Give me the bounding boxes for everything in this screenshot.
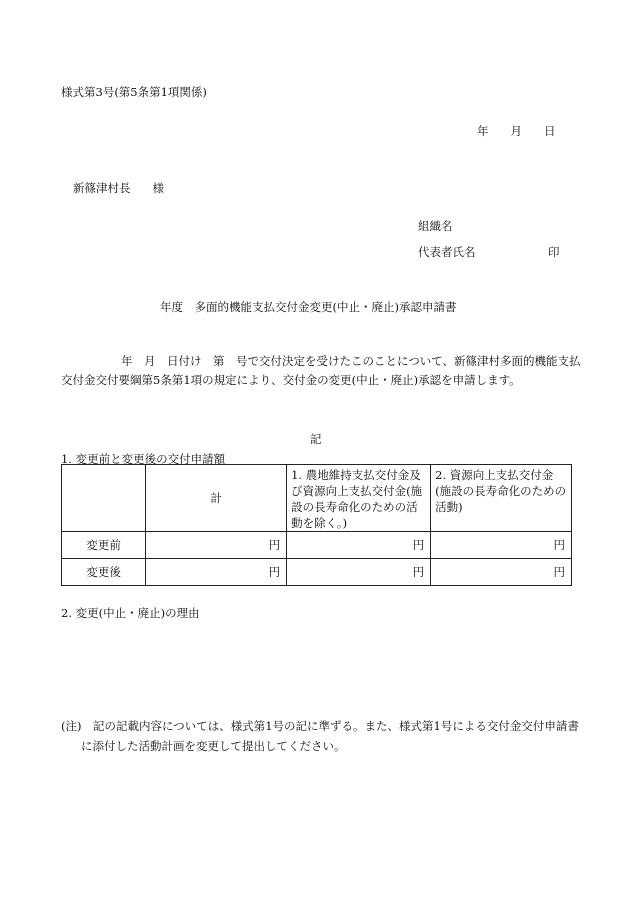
ki-heading: 記 xyxy=(310,432,322,446)
before-total-cell[interactable]: 円 xyxy=(146,532,287,559)
org-name-label: 組織名 xyxy=(418,219,453,233)
date-month-label: 月 xyxy=(510,124,522,138)
table-row xyxy=(62,532,572,559)
before-farmland-cell[interactable]: 円 xyxy=(287,532,431,559)
note-paragraph: (注) 記の記載内容については、様式第1号の記に準ずる。また、様式第1号による交付金交付申請書に添付した活動計画を変更して提出してください。 xyxy=(61,719,579,753)
addressee xyxy=(73,180,164,196)
addressee-name: 新篠津村長 xyxy=(73,181,131,195)
addressee-honorific: 様 xyxy=(152,181,164,195)
table-header-row xyxy=(62,465,572,532)
header-total: 計 xyxy=(146,465,287,532)
document-title: 年度 多面的機能支払交付金変更(中止・廃止)承認申請書 xyxy=(160,300,457,314)
date-line xyxy=(477,123,556,139)
amount-table xyxy=(61,464,572,586)
table-row xyxy=(62,559,572,586)
row-label-before: 変更前 xyxy=(62,532,146,559)
after-farmland-cell[interactable]: 円 xyxy=(287,559,431,586)
date-year-label: 年 xyxy=(477,124,489,138)
seal-mark: 印 xyxy=(548,245,560,259)
header-farmland-payment: 1. 農地維持支払交付金及び資源向上支払交付金(施設の長寿命化のための活動を除く。) xyxy=(287,465,431,532)
after-total-cell[interactable]: 円 xyxy=(146,559,287,586)
representative-name-label: 代表者氏名 xyxy=(418,245,476,259)
before-resource-cell[interactable]: 円 xyxy=(431,532,572,559)
section-2-heading: 2. 変更(中止・廃止)の理由 xyxy=(61,606,200,620)
form-number: 様式第3号(第5条第1項関係) xyxy=(61,85,207,99)
after-resource-cell[interactable]: 円 xyxy=(431,559,572,586)
date-day-label: 日 xyxy=(544,124,556,138)
section-1-heading: 1. 変更前と変更後の交付申請額 xyxy=(61,452,226,466)
body-paragraph: 年 月 日付け 第 号で交付決定を受けたこのことについて、新篠津村多面的機能支払交付金交付要綱第5条第1項の規定により、交付金の変更(中止・廃止)承認を申請します。 xyxy=(61,354,581,387)
row-label-after: 変更後 xyxy=(62,559,146,586)
header-resource-payment: 2. 資源向上支払交付金(施設の長寿命化のための活動) xyxy=(431,465,572,532)
header-blank-cell xyxy=(62,465,146,532)
